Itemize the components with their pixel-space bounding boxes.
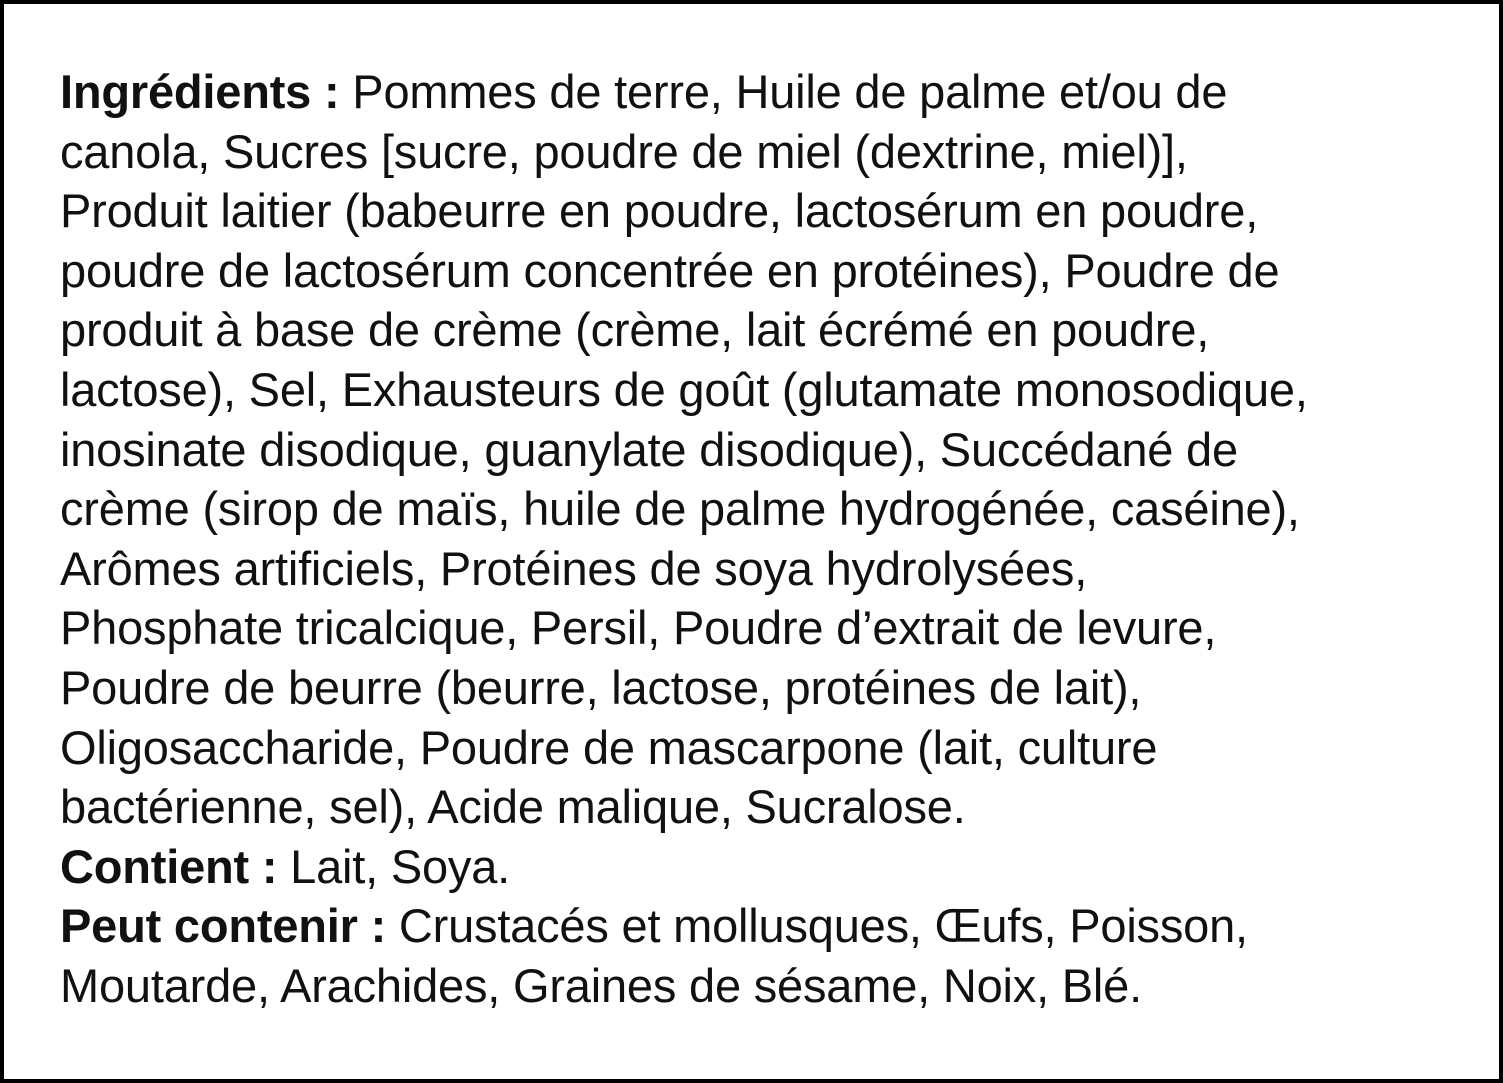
- ingredients-text-line: poudre de lactosérum concentrée en protéines), Poudre de: [60, 243, 1280, 297]
- ingredient-label-text: [60, 62, 1480, 1016]
- may-contain-line-1: [60, 896, 1480, 956]
- ingredients-text-line: Phosphate tricalcique, Persil, Poudre d’extrait de levure,: [60, 601, 1217, 655]
- contains-heading: Contient :: [60, 839, 278, 893]
- ingredients-text-line: Produit laitier (babeurre en poudre, lactosérum en poudre,: [60, 184, 1259, 238]
- ingredients-text-line: Arômes artificiels, Protéines de soya hydrolysées,: [60, 541, 1088, 595]
- ingredients-text-line: lactose), Sel, Exhausteurs de goût (glutamate monosodique,: [60, 362, 1308, 416]
- ingredients-heading: Ingrédients :: [60, 65, 340, 118]
- ingredients-text-line: Pommes de terre, Huile de palme et/ou de: [339, 65, 1228, 118]
- ingredients-text-line: inosinate disodique, guanylate disodique), Succédané de: [60, 422, 1238, 476]
- contains-text: Lait, Soya.: [277, 839, 511, 893]
- ingredients-text-line: Poudre de beurre (beurre, lactose, protéines de lait),: [60, 660, 1142, 714]
- ingredients-text-line: bactérienne, sel), Acide malique, Sucralose.: [60, 780, 966, 834]
- may-contain-text-line: Crustacés et mollusques, Œufs, Poisson,: [386, 899, 1248, 953]
- contains-line: [60, 837, 1480, 897]
- ingredients-text-line: canola, Sucres [sucre, poudre de miel (dextrine, miel)],: [60, 124, 1188, 178]
- ingredients-text-line: Oligosaccharide, Poudre de mascarpone (lait, culture: [60, 720, 1158, 774]
- may-contain-text-line: Moutarde, Arachides, Graines de sésame, Noix, Blé.: [60, 958, 1142, 1012]
- ingredients-line-1: [60, 62, 1480, 122]
- ingredients-text-line: crème (sirop de maïs, huile de palme hydrogénée, caséine),: [60, 482, 1300, 536]
- ingredients-text-line: produit à base de crème (crème, lait écrémé en poudre,: [60, 303, 1210, 357]
- may-contain-heading: Peut contenir :: [60, 899, 387, 953]
- ingredient-label-panel: [4, 4, 1499, 1079]
